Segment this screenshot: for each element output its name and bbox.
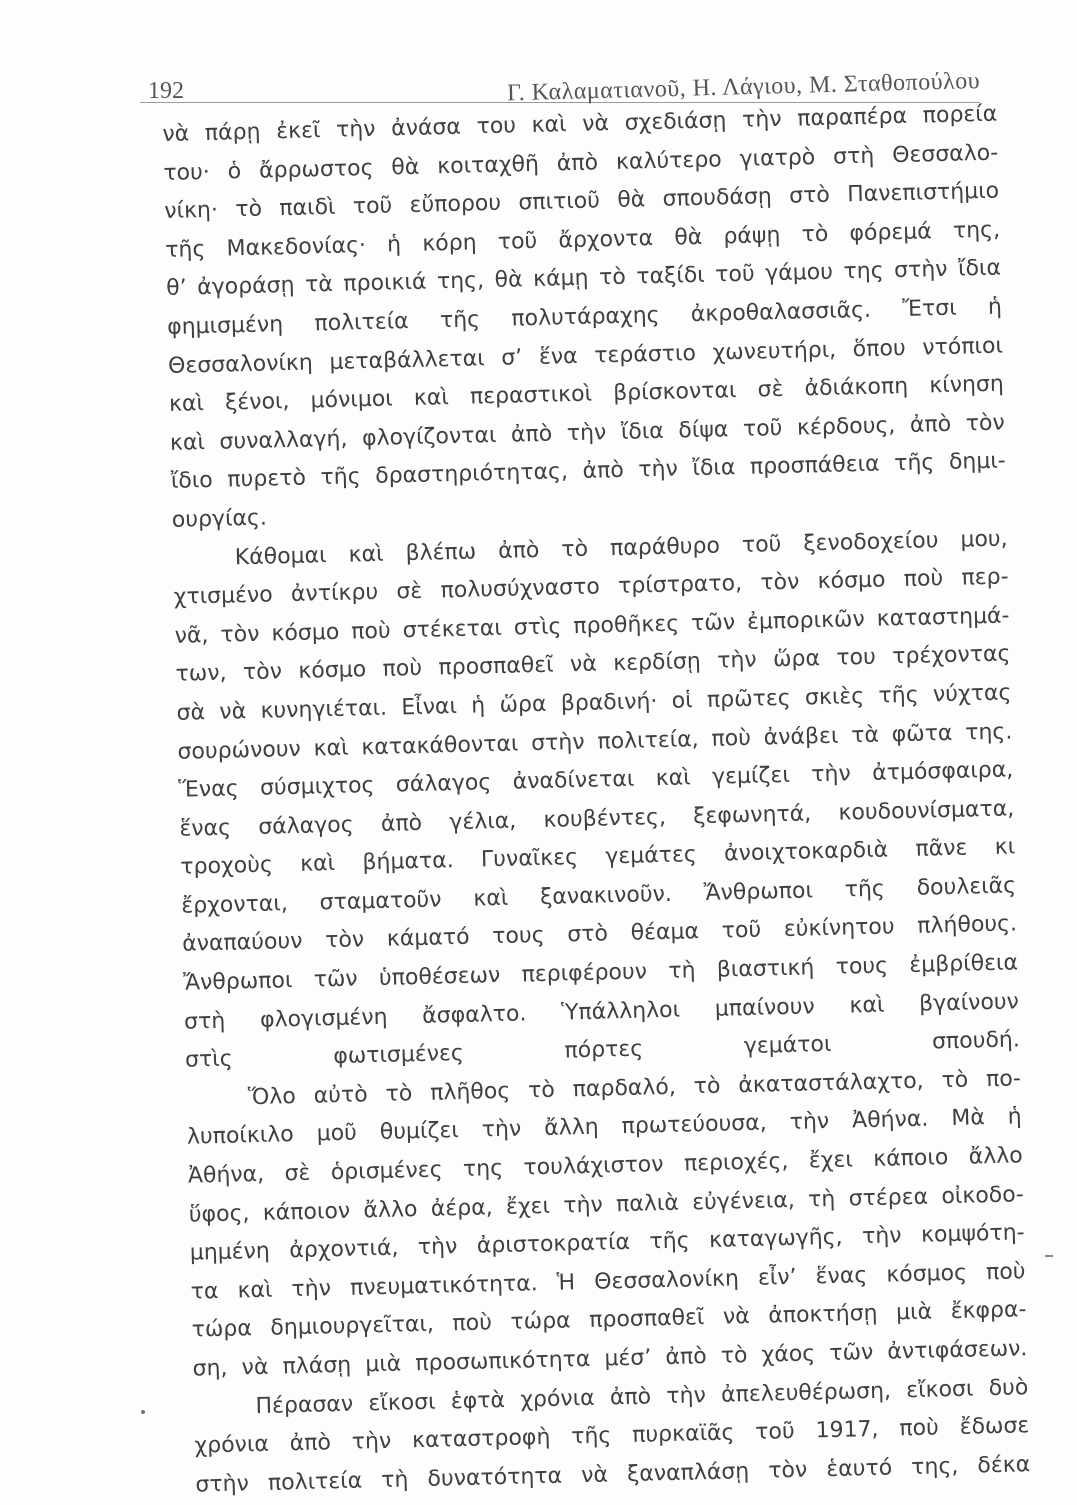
text-line: θ’ ἀγοράσῃ τὰ προικιά της, θὰ κάμῃ τὸ ταξίδι τοῦ γάμου της στὴν ἴδια <box>165 255 1002 302</box>
text-line: των, τὸν κόσμο ποὺ προσπαθεῖ νὰ κερδίσῃ τὴν ὥρα του τρέχοντας <box>175 641 1011 688</box>
text-line: τροχοὺς καὶ βήματα. Γυναῖκες γεμάτες ἀνοιχτοκαρδιὰ πᾶνε κι <box>180 834 1016 881</box>
text-line: Ἄνθρωποι τῶν ὑποθέσεων περιφέρουν τὴ βιαστική τους ἐμβρίθεια <box>182 950 1019 996</box>
text-line: Πέρασαν εἴκοσι ἑφτὰ χρόνια ἀπὸ τὴν ἀπελευθέρωση, εἴκοσι δυὸ <box>255 1374 1029 1419</box>
text-line: νίκη· τὸ παιδὶ τοῦ εὔπορου σπιτιοῦ θὰ σπουδάσῃ στὸ Πανεπιστήμιο <box>164 178 1000 225</box>
paragraph-1 <box>162 96 1007 541</box>
text-line: φημισμένη πολιτεία τῆς πολυτάραχης ἀκροθαλασσιᾶς. Ἔτσι ἡ <box>166 294 1003 340</box>
text-line: καὶ ξένοι, μόνιμοι καὶ περαστικοὶ βρίσκονται σὲ ἀδιάκοπη κίνηση <box>168 371 1005 418</box>
text-line: τώρα δημιουργεῖται, ποὺ τώρα προσπαθεῖ νὰ ἀποκτήσῃ μιὰ ἔκφρα- <box>191 1297 1027 1344</box>
text-line: ἕνας σάλαγος ἀπὸ γέλια, κουβέντες, ξεφωνητά, κουδουνίσματα, <box>179 796 1015 842</box>
text-line: χτισμένο ἀντίκρυ σὲ πολυσύχναστο τρίστρατο, τὸν κόσμο ποὺ περ- <box>173 564 1009 610</box>
text-line: Θεσσαλονίκη μεταβάλλεται σ’ ἕνα τεράστιο χωνευτήρι, ὅπου ντόπιοι <box>167 333 1004 379</box>
text-line: σουρώνουν καὶ κατακάθονται στὴν πολιτεία, ποὺ ἀνάβει τὰ φῶτα της. <box>177 718 1013 765</box>
text-line: λυποίκιλο μοῦ θυμίζει τὴν ἄλλη πρωτεύουσα, τὴν Ἀθήνα. Μὰ ἡ <box>186 1104 1023 1151</box>
text-line: καὶ συναλλαγή, φλογίζονται ἀπὸ τὴν ἴδια δίψα τοῦ κέρδους, ἀπὸ τὸν <box>169 410 1006 456</box>
text-line: ὕφος, κάποιον ἄλλο ἀέρα, ἔχει τὴν παλιὰ εὐγένεια, τὴ στέρεα οἰκοδο- <box>188 1181 1024 1228</box>
text-line: ἀναπαύουν τὸν κάματό τους στὸ θέαμα τοῦ εὐκίνητου πλήθους. <box>181 911 1018 958</box>
page-header <box>140 60 981 107</box>
running-head: Γ. Καλαματιανοῦ, Η. Λάγιου, Μ. Σταθοπούλου <box>506 68 981 107</box>
text-line: τα καὶ τὴν πνευματικότητα. Ἡ Θεσσαλονίκη εἶν’ ἕνας κόσμος ποὺ <box>190 1259 1026 1305</box>
text-line: τῆς Μακεδονίας· ἡ κόρη τοῦ ἄρχοντα θὰ ράψῃ τὸ φόρεμά της, <box>164 217 1001 263</box>
text-line: νὰ πάρῃ ἐκεῖ τὴν ἀνάσα του καὶ νὰ σχεδιάσῃ τὴν παραπέρα πορεία <box>162 101 998 147</box>
text-line: χρόνια ἀπὸ τὴν καταστροφὴ τῆς πυρκαϊᾶς τοῦ 1917, ποὺ ἔδωσε <box>194 1413 1030 1459</box>
text-line: Ἕνας σύσμιχτος σάλαγος ἀναδίνεται καὶ γεμίζει τὴν ἀτμόσφαιρα, <box>178 757 1014 803</box>
text-line: ἴδιο πυρετὸ τῆς δραστηριότητας, ἀπὸ τὴν ἴδια προσπάθεια τῆς δημι- <box>170 448 1006 495</box>
text-line: στὴ φλογισμένη ἄσφαλτο. Ὑπάλληλοι μπαίνουν καὶ βγαίνουν <box>183 988 1020 1035</box>
paragraph-4 <box>193 1369 1031 1505</box>
text-line: ση, νὰ πλάσῃ μιὰ προσωπικότητα μέσ’ ἀπὸ τὸ χάος τῶν ἀντιφάσεων. <box>192 1336 1028 1382</box>
text-line: νᾶ, τὸν κόσμο ποὺ στέκεται στὶς προθῆκες τῶν ἐμπορικῶν καταστημά- <box>174 603 1010 649</box>
text-line: σὰ νὰ κυνηγιέται. Εἶναι ἡ ὥρα βραδινή· οἱ πρῶτες σκιὲς τῆς νύχτας <box>176 680 1012 726</box>
text-line: Κάθομαι καὶ βλέπω ἀπὸ τὸ παράθυρο τοῦ ξενοδοχείου μου, <box>234 526 1008 570</box>
text-line: στὴν πολιτεία τὴ δυνατότητα νὰ ξαναπλάσῃ τὸν ἑαυτό της, δέκα <box>195 1451 1031 1498</box>
paragraph-2 <box>172 520 1020 1081</box>
text-line: στὶς φωτισμένες πόρτες γεμάτοι σπουδή. <box>184 1027 1021 1073</box>
margin-mark <box>1045 1255 1053 1257</box>
page-number: 192 <box>148 78 184 104</box>
text-line: του· ὁ ἄρρωστος θὰ κοιταχθῆ ἀπὸ καλύτερο γιατρὸ στὴ Θεσσαλο- <box>163 140 999 186</box>
text-line: ουργίας. <box>171 505 268 533</box>
ink-speck <box>141 1410 145 1414</box>
body-text <box>162 96 1031 1505</box>
paragraph-3 <box>186 1060 1028 1389</box>
text-line: μημένη ἀρχοντιά, τὴν ἀριστοκρατία τῆς καταγωγῆς, τὴν κομψότη- <box>189 1220 1025 1266</box>
text-line: Ὅλο αὐτὸ τὸ πλῆθος τὸ παρδαλό, τὸ ἀκαταστάλαχτο, τὸ πο- <box>247 1066 1022 1111</box>
text-line: ἔρχονται, σταματοῦν καὶ ξανακινοῦν. Ἄνθρωποι τῆς δουλειᾶς <box>181 873 1017 919</box>
text-line: Ἀθήνα, σὲ ὁρισμένες της τουλάχιστον περιοχές, ἔχει κάποιο ἄλλο <box>187 1143 1023 1189</box>
